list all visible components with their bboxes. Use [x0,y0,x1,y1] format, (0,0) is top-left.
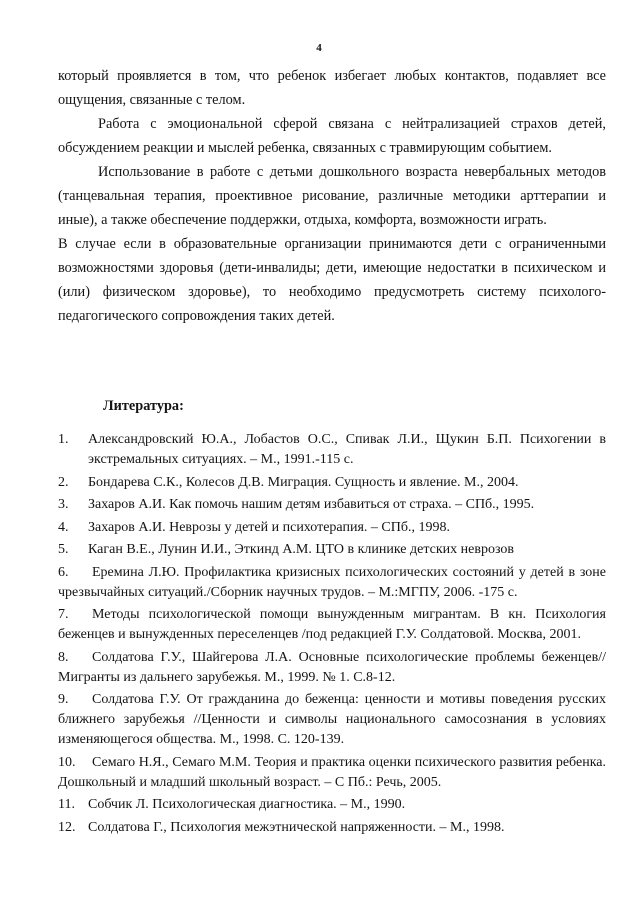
reference-number: 2. [58,474,69,490]
literature-heading: Литература: [103,398,184,414]
body-text [58,64,606,328]
reference-text: Захаров А.И. Неврозы у детей и психотерапия. – СПб., 1998. [88,519,450,535]
reference-number: 10. [58,754,76,770]
reference-item [58,518,606,538]
reference-text: Методы психологической помощи вынужденным мигрантам. В кн. Психология беженцев и вынужденных переселенцев /под редакцией Г.У. Солдатовой. Москва, 2001. [58,607,606,642]
reference-item [58,605,606,645]
reference-text: Солдатова Г., Психология межэтнической напряженности. – М., 1998. [88,819,505,835]
reference-number: 3. [58,497,69,512]
reference-number: 12. [58,819,76,835]
reference-text: Каган В.Е., Лунин И.И., Эткинд А.М. ЦТО в клинике детских неврозов [88,542,515,557]
reference-text: Захаров А.И. Как помочь нашим детям избавиться от страха. – СПб., 1995. [88,497,535,512]
reference-number: 8. [58,649,69,665]
reference-item [58,818,606,838]
reference-item [58,540,606,560]
reference-text: Собчик Л. Психологическая диагностика. – М., 1990. [88,797,406,812]
paragraph-emotional-sphere: Работа с эмоциональной сферой связана с нейтрализацией страхов детей, обсуждением реакции и мыслей ребенка, связанных с травмирующим событием. [58,116,606,156]
reference-number: 4. [58,519,69,535]
paragraph-disabilities: В случае если в образовательные организации принимаются дети с ограниченными возможностями здоровья (дети-инвалиды; дети, имеющие недостатки в психическом и (или) физическом здоровье), то необходимо предусмотреть систему психолого-педагогического сопровождения таких детей. [58,236,606,324]
reference-text: Бондарева С.К., Колесов Д.В. Миграция. Сущность и явление. М., 2004. [88,474,519,490]
reference-number: 11. [58,797,75,812]
reference-number: 6. [58,564,69,580]
paragraph-continuation: который проявляется в том, что ребенок избегает любых контактов, подавляет все ощущения, связанные с телом. [58,68,606,108]
page-number: 4 [316,42,322,54]
reference-text: Солдатова Г.У., Шайгерова Л.А. Основные психологические проблемы беженцев// Мигранты из дальнего зарубежья. М., 1999. № 1. С.8-12. [58,649,606,685]
reference-item [58,753,606,793]
reference-text: Еремина Л.Ю. Профилактика кризисных психологических состояний у детей в зоне чрезвычайных ситуаций./Сборник научных трудов. – М.:МГПУ, 2006. -175 с. [58,564,606,600]
reference-list [58,430,606,840]
paragraph-nonverbal-methods: Использование в работе с детьми дошкольного возраста невербальных методов (танцевальная терапия, проективное рисование, различные методики арттерапии и иные), а также обеспечение поддержки, отдыха, комфорта, возможности играть. [58,164,606,228]
reference-text: Александровский Ю.А., Лобастов О.С., Спивак Л.И., Щукин Б.П. Психогении в экстремальных ситуациях. – М., 1991.-115 с. [88,432,606,467]
reference-number: 7. [58,607,69,622]
reference-number: 5. [58,542,69,557]
reference-item [58,495,606,515]
reference-item [58,648,606,688]
reference-item [58,795,606,815]
reference-item [58,690,606,750]
reference-item [58,430,606,470]
reference-text: Солдатова Г.У. От гражданина до беженца: ценности и мотивы поведения русских ближнего зарубежья //Ценности и символы национального самосознания в условиях изменяющегося общества. М., 1998. С. 120-139. [58,692,606,747]
reference-number: 1. [58,432,69,447]
reference-number: 9. [58,692,69,707]
reference-item [58,473,606,493]
reference-text: Семаго Н.Я., Семаго М.М. Теория и практика оценки психического развития ребенка. Дошкольный и младший школьный возраст. – С Пб.: Речь, 2005. [58,754,606,790]
reference-item [58,563,606,603]
